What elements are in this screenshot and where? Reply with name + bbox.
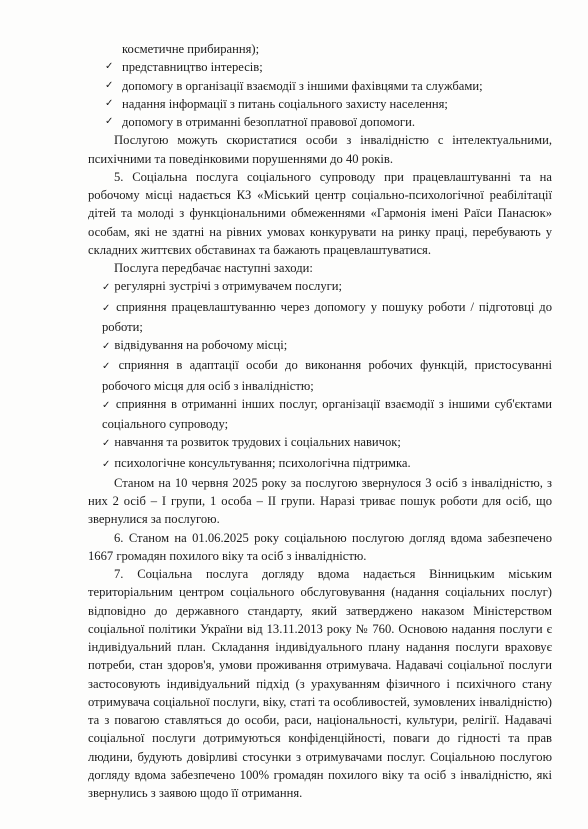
services-list-a: [88, 58, 552, 131]
paragraph-measures: Послуга передбачає наступні заходи:: [114, 261, 313, 275]
checkmark-icon: ✓: [102, 438, 111, 450]
list-item: [88, 395, 552, 434]
list-item-text: допомогу в отриманні безоплатної правової допомоги.: [122, 115, 415, 129]
list-item-text: психологічне консультування; психологічна підтримка.: [114, 455, 411, 470]
continued-line: косметичне прибирання);: [122, 42, 260, 56]
list-item-text: надання інформації з питань соціального захисту населення;: [122, 96, 448, 111]
list-item-text: представництво інтересів;: [122, 60, 263, 75]
list-item: [88, 58, 552, 76]
checkmark-icon: ✓: [105, 79, 114, 91]
list-item-text: допомогу в організації взаємодії з іншими фахівцями та службами;: [122, 78, 483, 93]
list-item-text: регулярні зустрічі з отримувачем послуги;: [114, 279, 343, 294]
list-item: [88, 113, 552, 131]
paragraph-6: 6. Станом на 01.06.2025 року соціальною послугою догляд вдома забезпечено 1667 громадян похилого віку та осіб з інвалідністю.: [88, 530, 552, 563]
checkmark-icon: ✓: [102, 399, 112, 411]
checkmark-icon: ✓: [102, 361, 115, 373]
list-item: [88, 95, 552, 113]
list-item: [88, 298, 552, 337]
checkmark-icon: ✓: [105, 97, 114, 109]
list-item-text: сприяння працевлаштуванню через допомогу у пошуку роботи / підготовці до роботи;: [102, 299, 552, 334]
list-item-text: сприяння в адаптації особи до виконання робочих функцій, пристосуванні робочого місця для осіб з інвалідністю;: [102, 358, 552, 393]
checkmark-icon: ✓: [102, 341, 111, 352]
paragraph-users: Послугою можуть скористатися особи з інвалідністю с інтелектуальними, психічними та поведінковими порушеннями до 40 років.: [88, 133, 552, 166]
list-item-text: відвідування на робочому місці;: [114, 338, 288, 352]
checkmark-icon: ✓: [102, 302, 113, 314]
document-body: [88, 40, 552, 802]
list-item: [88, 454, 552, 474]
paragraph-5: 5. Соціальна послуга соціального супроводу при працевлаштуванні та на робочому місці надається КЗ «Міський центр соціально-психологічної реабілітації дітей та молоді з функціональними обмеженнями «Гармонія імені Раїси Панасюк» особам, які не здатні на рівних умовах конкурувати на ринку праці, перебувають у складних життєвих обставинах та бажають працевлаштуватися.: [88, 169, 552, 257]
checkmark-icon: ✓: [105, 61, 114, 73]
checkmark-icon: ✓: [102, 458, 111, 470]
checkmark-icon: ✓: [105, 116, 114, 127]
list-item: [88, 77, 552, 95]
list-item: [88, 356, 552, 395]
checkmark-icon: ✓: [102, 282, 111, 294]
list-item: [88, 277, 552, 297]
list-item-text: навчання та розвиток трудових і соціальних навичок;: [114, 435, 401, 450]
paragraph-7: 7. Соціальна послуга догляду вдома надається Вінницьким міським територіальним центром соціального обслуговування (надання соціальних послуг) відповідно до державного стандарту, який затверджено наказом Міністерством соціальної політики України від 13.11.2013 року № 760. Основою надання послуги є індивідуальний план. Складання індивідуального плану надання послуги враховує потреби, стан здоров'я, умови проживання отримувача. Надавачі соціальної послуги застосовують індивідуальний підхід (з урахуванням фізичного і психічного стану отримувача соціальної послуги, віку, статі та особливостей, зумовлених інвалідністю) та з повагою ставляться до особи, раси, національності, культури, релігії. Надавачі соціальної послуги дотримуються конфіденційності, поваги до гідності та прав людини, будують довірливі стосунки з отримувачами послуг. Соціальною послугою догляду вдома забезпечено 100% громадян похилого віку та осіб з інвалідністю, які звернулись з заявою щодо її отримання.: [88, 567, 552, 800]
list-item: [88, 433, 552, 453]
list-item: [88, 336, 552, 356]
services-list-b: [88, 277, 552, 474]
paragraph-status: Станом на 10 червня 2025 року за послугою звернулося 3 осіб з інвалідністю, з них 2 осіб – І групи, 1 особа – ІІ групи. Наразі триває пошук роботи для осіб, що звернулися за послугою.: [88, 475, 552, 527]
list-item-text: сприяння в отриманні інших послуг, організації взаємодії з іншими суб'єктами соціального супроводу;: [102, 396, 552, 431]
